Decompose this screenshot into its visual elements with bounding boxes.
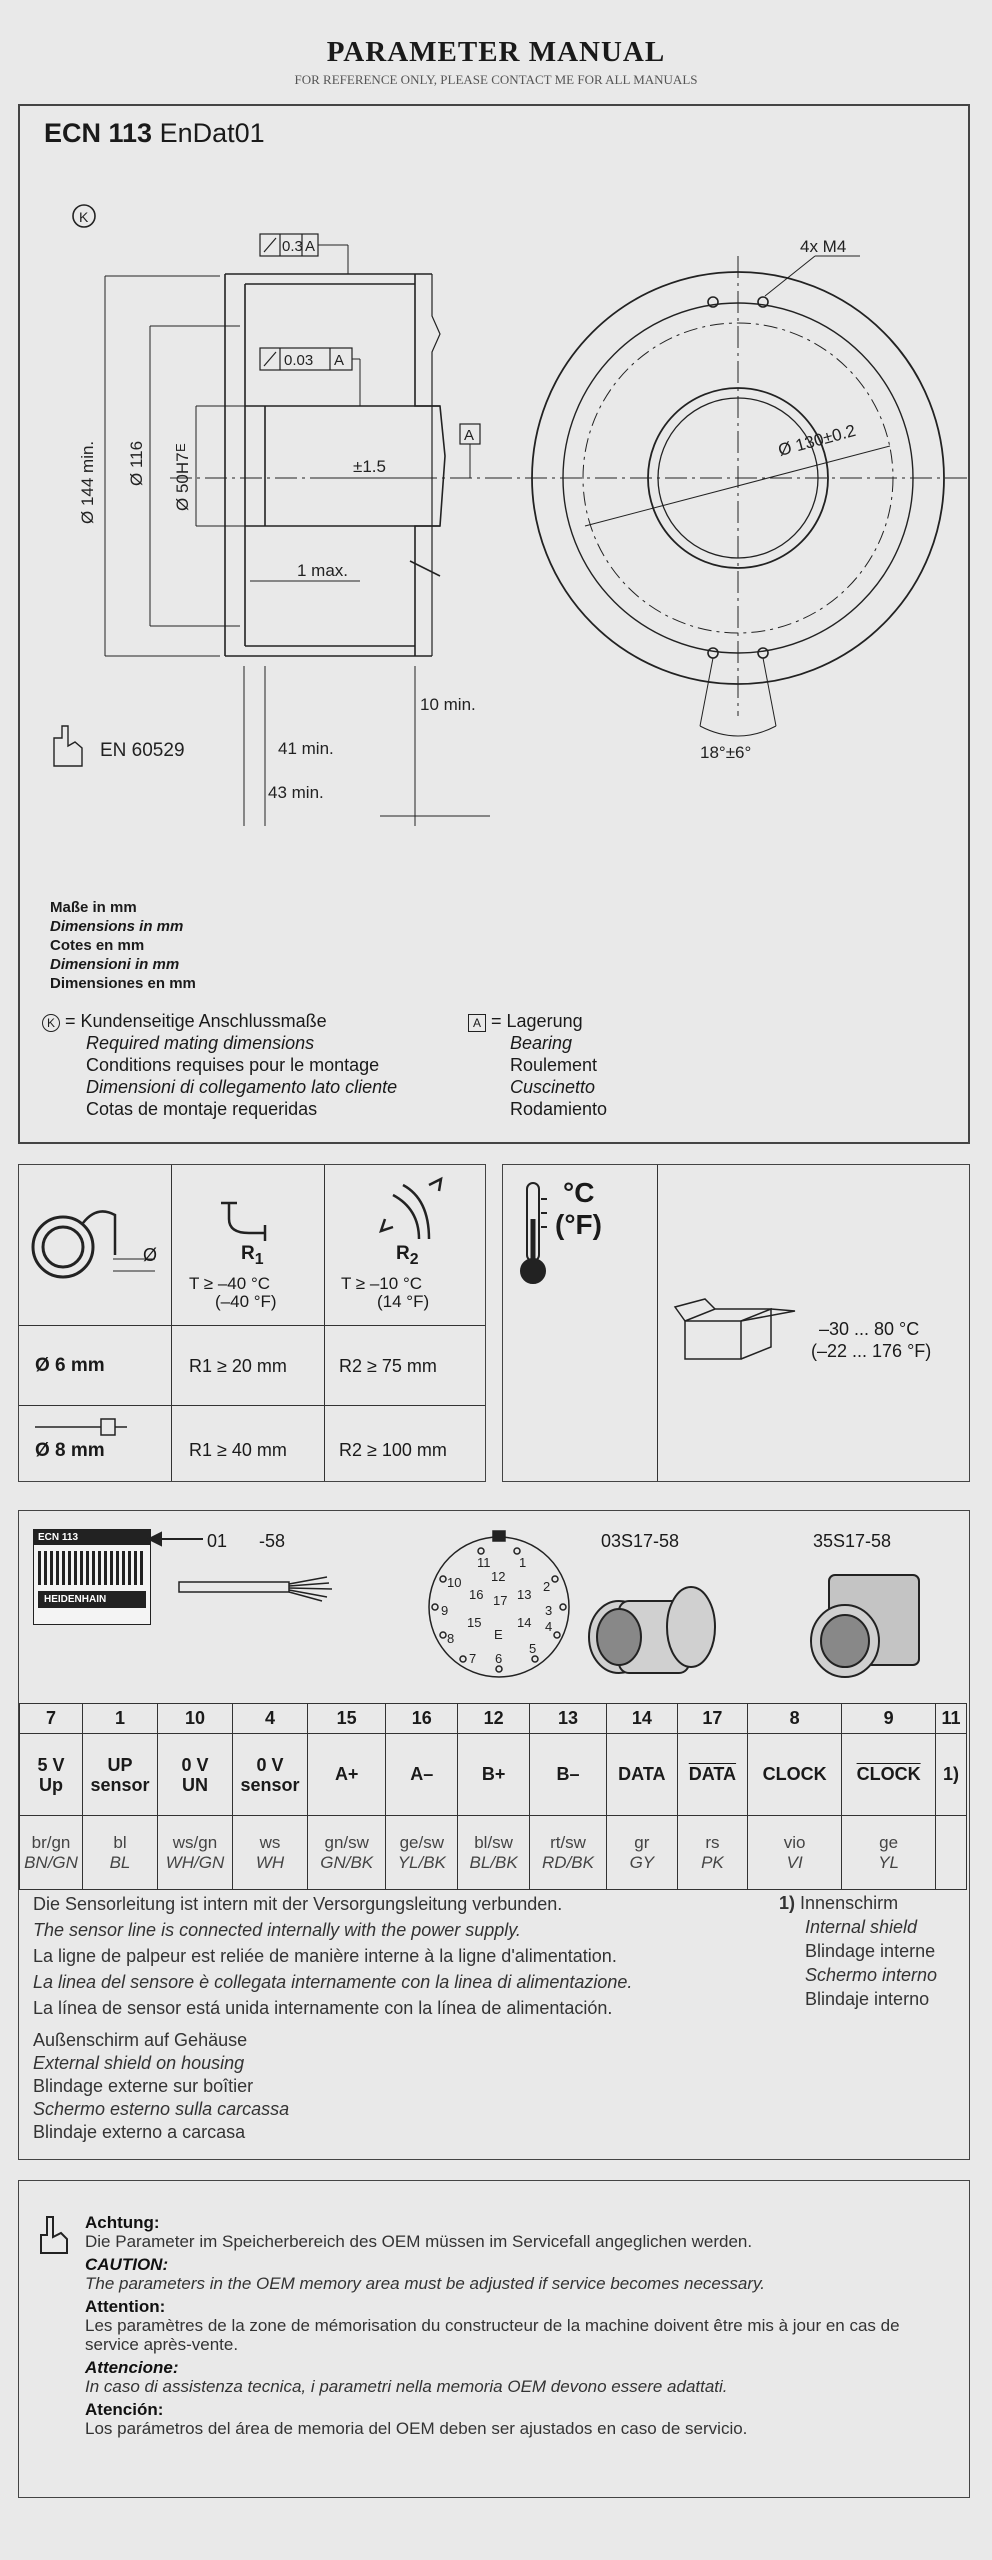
connector-1-icon — [579, 1565, 729, 1685]
tol2-value: 0.03 — [284, 352, 314, 369]
row8-label: Ø 8 mm — [35, 1440, 105, 1461]
pinout-table: 7 1 10 4 15 16 12 13 14 17 8 9 11 5 V Up UP sensor 0 V UN 0 V sensor A+ A– B+ B– DATA DATA CLOCK CLOCK 1) br/gn BN/GN bl BL ws/gn WH/GN ws WH gn/sw GN/BK ge/sw YL/BK bl/sw BL/BK rt/sw RD/BK gr GY rs PK vio VI ge YL — [19, 1703, 967, 1890]
dim-10min: 10 min. — [420, 695, 476, 714]
svg-text:17: 17 — [493, 1593, 508, 1608]
technical-drawing — [20, 106, 968, 826]
svg-text:10: 10 — [447, 1575, 462, 1590]
connector-2-label: 35S17-58 — [813, 1531, 892, 1551]
dim-18: 18°±6° — [700, 743, 752, 762]
svg-text:15: 15 — [467, 1615, 482, 1630]
tol1-a: A — [305, 238, 316, 255]
label-01: 01 — [207, 1531, 228, 1551]
temp-unit-f: (°F) — [555, 1209, 602, 1240]
dim-43min: 43 min. — [268, 783, 324, 802]
page-title: PARAMETER MANUAL — [326, 36, 666, 68]
dim-1max: 1 max. — [297, 561, 349, 580]
svg-text:1: 1 — [519, 1555, 527, 1570]
dim-4xm4: 4x M4 — [800, 237, 847, 256]
phi-symbol: Ø — [143, 1245, 158, 1265]
temp-unit-c: °C — [563, 1177, 595, 1208]
row6-r2: R2 ≥ 75 mm — [339, 1356, 437, 1376]
page-subtitle: FOR REFERENCE ONLY, PLEASE CONTACT ME FOR ALL MANUALS — [294, 72, 698, 87]
svg-text:9: 9 — [441, 1603, 449, 1618]
r2-label: $R_2$ — [396, 1243, 419, 1268]
legend-k: K = Kundenseitige Anschlussmaße Required mating dimensions Conditions requises pour le montage Dimensioni di collegamento lato cliente Cotas de montaje requeridas — [42, 1010, 397, 1120]
package-icon — [671, 1295, 801, 1365]
row8-r2: R2 ≥ 100 mm — [339, 1440, 447, 1460]
row6-label: Ø 6 mm — [35, 1355, 105, 1376]
bend-r1-icon — [209, 1189, 289, 1249]
label-58: -58 — [259, 1531, 286, 1551]
cable-bend-panel — [18, 1164, 486, 1482]
svg-text:E: E — [494, 1627, 503, 1642]
dim-15: ±1.5 — [353, 457, 386, 476]
dim-116: Ø 116 — [127, 440, 146, 486]
temp-range-c: –30 ... 80 °C — [819, 1319, 920, 1339]
en-standard: EN 60529 — [100, 740, 185, 761]
svg-text:12: 12 — [491, 1569, 506, 1584]
svg-text:7: 7 — [469, 1651, 477, 1666]
connector-1-label: 03S17-58 — [601, 1531, 680, 1551]
legend-a: A = Lagerung Bearing Roulement Cuscinetto Rodamiento — [468, 1010, 607, 1120]
caution-panel — [18, 2180, 970, 2498]
hand-icon — [35, 2213, 75, 2257]
svg-text:6: 6 — [495, 1651, 503, 1666]
dim-50h7: Ø 50H7 — [173, 452, 192, 511]
label-arrow — [147, 1531, 207, 1547]
svg-text:16: 16 — [469, 1587, 484, 1602]
tol1-value: 0.3 — [282, 238, 303, 255]
svg-text:13: 13 — [517, 1587, 532, 1602]
temperature-panel — [502, 1164, 970, 1482]
dim-144: Ø 144 min. — [78, 440, 97, 524]
connector-2-icon — [799, 1565, 939, 1685]
r1-temp: T ≥ –40 °C (–40 °F) — [189, 1274, 277, 1311]
caution-text: Achtung: Die Parameter im Speicherbereich des OEM müssen im Servicefall angeglichen werden. CAUTION: The parameters in the OEM memory area must be adjusted if service becomes necessary. Attention: Les paramètres de la zone de mémorisation du constructeur de la machine doivent être mis à jour en cas de service après-vente. Attencione: In caso di assistenza tecnica, i parametri nella memoria OEM devono essere adattati. Atención: Los parámetros del área de memoria del OEM deben ser ajustados en caso de servicio. — [85, 2213, 900, 2438]
bend-r2-icon — [379, 1175, 459, 1245]
pinout-panel — [18, 1510, 970, 2160]
shield-notes: Außenschirm auf Gehäuse External shield on housing Blindage externe sur boîtier Schermo esterno sulla carcassa Blindaje externo a carcasa — [33, 2030, 290, 2142]
svg-text:5: 5 — [529, 1641, 537, 1656]
r2-temp: T ≥ –10 °C (14 °F) — [341, 1274, 430, 1311]
datum-a: A — [464, 427, 475, 444]
row8-r1: R1 ≥ 40 mm — [189, 1440, 287, 1460]
dim-41min: 41 min. — [278, 739, 334, 758]
units-block: Maße in mm Dimensions in mm Cotes en mm Dimensioni in mm Dimensiones en mm — [50, 899, 196, 992]
svg-text:8: 8 — [447, 1631, 455, 1646]
r1-label: $R_1$ — [241, 1243, 264, 1268]
cable-end-icon — [177, 1573, 347, 1603]
dim-130: Ø 130±0.2 — [776, 420, 858, 460]
pin-face-diagram — [419, 1527, 579, 1687]
tol2-a: A — [334, 352, 345, 369]
product-title: ECN 113 EnDat01 — [44, 118, 265, 148]
id-label: ECN 113 HEIDENHAIN — [33, 1529, 151, 1625]
temp-range-f: (–22 ... 176 °F) — [811, 1341, 932, 1361]
svg-text:2: 2 — [543, 1579, 551, 1594]
sensor-notes: Die Sensorleitung ist intern mit der Versorgungsleitung verbunden. The sensor line is connected internally with the power supply. La ligne de palpeur est reliée de manière interne à la ligne d'alimentation. La linea del sensore è collegata internamente con la linea di alimentazione. La línea de sensor está unida internamente con la línea de alimentación. — [33, 1894, 633, 2018]
cable-8mm-icon — [31, 1413, 131, 1443]
drawing-panel — [18, 104, 970, 1144]
svg-text:3: 3 — [545, 1603, 553, 1618]
inner-shield-notes: 1) Innenschirm Internal shield Blindage interne Schermo interno Blindaje interno — [779, 1893, 938, 2009]
row6-r1: R1 ≥ 20 mm — [189, 1356, 287, 1376]
svg-text:4: 4 — [545, 1619, 553, 1634]
thermometer-icon — [517, 1179, 551, 1289]
k-mark-label: K — [79, 209, 89, 225]
dim-e: E — [173, 443, 188, 452]
svg-text:14: 14 — [517, 1615, 532, 1630]
svg-text:11: 11 — [477, 1555, 491, 1570]
